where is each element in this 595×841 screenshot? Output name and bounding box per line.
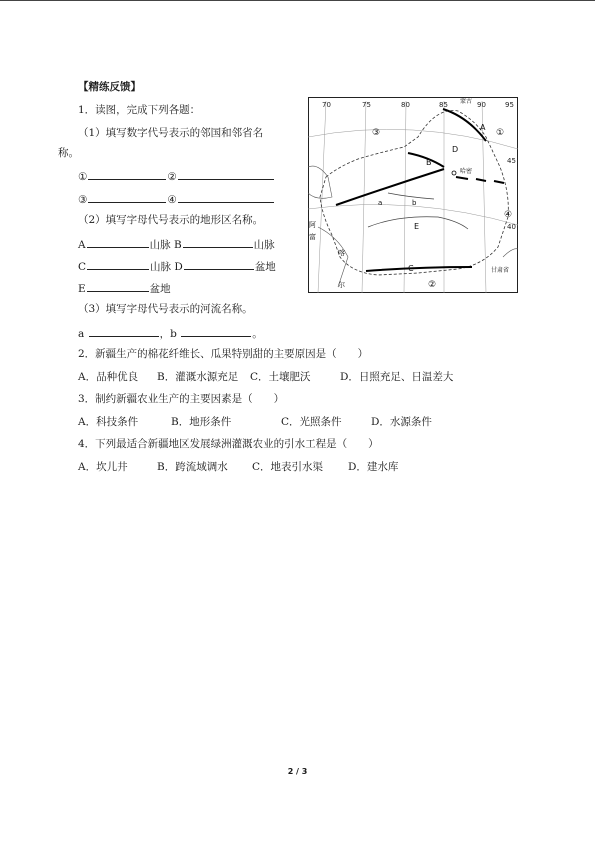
period: 。	[252, 328, 263, 340]
q1-neighbor-row-2	[78, 191, 275, 207]
map-label-2: ②	[428, 280, 437, 290]
lon-70: 70	[322, 101, 331, 109]
suffix-E: 盆地	[149, 283, 171, 295]
label-n4: ④	[167, 194, 177, 206]
blank-river-b[interactable]	[181, 325, 251, 337]
xinjiang-map	[308, 97, 518, 293]
q1-sub1-line2: 称。	[58, 147, 79, 159]
lon-85: 85	[439, 101, 448, 109]
q1-stem: 1．读图，完成下列各题：	[78, 104, 201, 116]
q2-opt-c[interactable]: C．土壤肥沃	[250, 371, 311, 383]
q3-opt-b[interactable]: B．地形条件	[171, 416, 232, 428]
map-label-ka: 喀	[338, 249, 345, 257]
lat-40: 40	[507, 223, 516, 231]
map-label-a: a	[378, 199, 383, 207]
q1-neighbor-row-1	[78, 168, 275, 184]
blank-D[interactable]	[184, 258, 254, 270]
section-title: 【精练反馈】	[78, 81, 141, 93]
map-label-A: A	[480, 123, 486, 132]
blank-n3[interactable]	[88, 191, 166, 203]
suffix-B: 山脉	[253, 239, 275, 251]
blank-E[interactable]	[87, 280, 149, 292]
map-label-E: E	[414, 222, 420, 231]
label-n2: ②	[167, 171, 177, 183]
suffix-D: 盆地	[254, 261, 276, 273]
map-label-1: ①	[496, 128, 505, 138]
label-D: D	[174, 261, 183, 273]
lon-95: 95	[505, 101, 514, 109]
map-label-afghan-1: 阿	[309, 221, 316, 229]
suffix-A: 山脉	[149, 239, 171, 251]
q2-opt-a[interactable]: A．品种优良	[78, 371, 139, 383]
q4-opt-a[interactable]: A．坎儿井	[78, 461, 128, 473]
label-n3: ③	[78, 194, 88, 206]
label-n1: ①	[78, 171, 88, 183]
map-label-er: 尔	[338, 281, 345, 289]
lat-45: 45	[507, 157, 516, 165]
q1-landform-row-1	[78, 236, 275, 252]
label-river-b: b	[170, 328, 177, 340]
map-label-4: ④	[504, 210, 513, 220]
map-label-C: C	[408, 264, 414, 273]
q1-sub1-line1: （1）填写数字代号表示的邻国和邻省名	[78, 127, 264, 139]
blank-river-a[interactable]	[89, 325, 159, 337]
map-label-D: D	[452, 145, 459, 154]
blank-n4[interactable]	[178, 191, 274, 203]
q1-sub2: （2）填写字母代号表示的地形区名称。	[78, 214, 264, 226]
page-top-border	[0, 0, 595, 1]
map-label-afghan-2: 富	[309, 233, 316, 241]
map-label-mengu: 蒙古	[460, 98, 473, 105]
lon-75: 75	[362, 101, 371, 109]
q3-opt-d[interactable]: D．水源条件	[371, 416, 432, 428]
q2-options	[78, 370, 453, 384]
map-label-hami: 哈密	[460, 168, 473, 175]
lon-90: 90	[477, 101, 486, 109]
q1-landform-row-3	[78, 280, 171, 296]
label-A: A	[78, 239, 86, 251]
map-label-b: b	[412, 199, 417, 207]
q4-options	[78, 460, 398, 474]
q3-stem: 3．制约新疆农业生产的主要因素是（ ）	[78, 393, 285, 405]
label-B: B	[173, 239, 182, 251]
blank-C[interactable]	[87, 258, 149, 270]
blank-B[interactable]	[183, 236, 253, 248]
page-number: 2 / 3	[287, 767, 308, 776]
blank-n1[interactable]	[88, 168, 166, 180]
q4-stem: 4．下列最适合新疆地区发展绿洲灌溉农业的引水工程是（ ）	[78, 438, 379, 450]
q1-sub3: （3）填写字母代号表示的河流名称。	[78, 303, 253, 315]
q3-options	[78, 415, 432, 429]
comma: ，	[159, 328, 171, 340]
blank-n2[interactable]	[178, 168, 274, 180]
q1-landform-row-2	[78, 258, 276, 274]
q3-opt-c[interactable]: C．光照条件	[281, 416, 342, 428]
map-label-gansu: 甘肃省	[491, 267, 510, 274]
map-label-3: ③	[372, 128, 381, 138]
lon-80: 80	[401, 101, 410, 109]
map-label-B: B	[426, 158, 432, 167]
q4-opt-d[interactable]: D．建水库	[348, 461, 399, 473]
suffix-C: 山脉	[150, 261, 172, 273]
label-river-a: a	[78, 328, 85, 340]
q2-stem: 2．新疆生产的棉花纤维长、瓜果特别甜的主要原因是（ ）	[78, 348, 369, 360]
q1-river-row	[78, 325, 263, 341]
q4-opt-b[interactable]: B．跨流域调水	[157, 461, 228, 473]
q3-opt-a[interactable]: A．科技条件	[78, 416, 139, 428]
q2-opt-b[interactable]: B．灌溉水源充足	[157, 371, 239, 383]
q2-opt-d[interactable]: D．日照充足、日温差大	[340, 371, 454, 383]
q4-opt-c[interactable]: C．地表引水渠	[252, 461, 324, 473]
label-E: E	[78, 283, 86, 295]
blank-A[interactable]	[87, 236, 149, 248]
label-C: C	[78, 261, 87, 273]
